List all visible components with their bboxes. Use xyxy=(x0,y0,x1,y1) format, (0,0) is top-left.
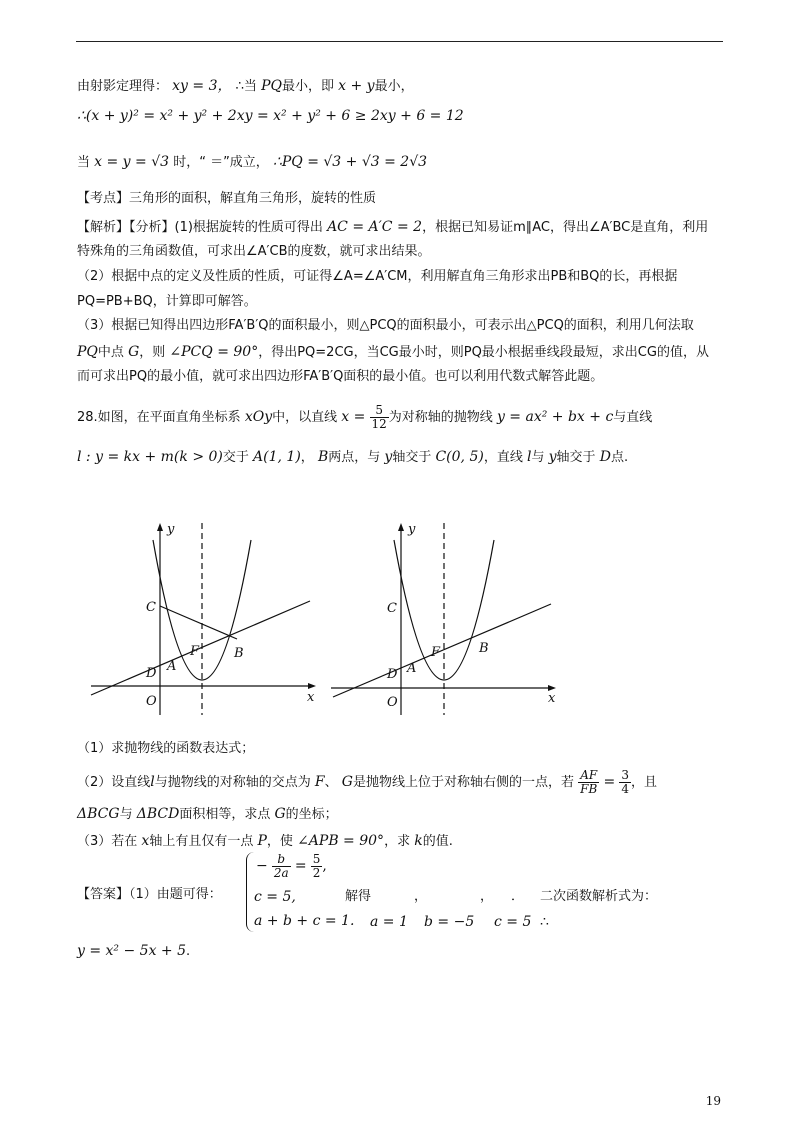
math-x-plus-y: x + y xyxy=(338,78,375,94)
numerator: b xyxy=(272,853,291,867)
proof-line-1 xyxy=(77,76,414,97)
jiexi-line-3: （2）根据中点的定义及性质的性质，可证得∠A=∠A′CM，利用解直角三角形求出PB和BQ的长，再根据 xyxy=(77,269,678,284)
text: ，求 xyxy=(384,834,411,849)
therefore-sign: ∴ xyxy=(540,914,549,930)
math-a-value: a = 1 xyxy=(370,914,408,930)
text-comma: ， xyxy=(414,889,428,904)
numerator: 5 xyxy=(312,852,321,866)
label-f: F xyxy=(431,645,441,660)
text: 点. xyxy=(610,450,629,465)
label-o: O xyxy=(146,694,157,709)
math-point-a: A(1, 1) xyxy=(253,449,301,465)
label-o: O xyxy=(387,695,398,710)
text: 面积相等，求点 xyxy=(179,807,271,822)
text-dot: ． xyxy=(511,889,525,904)
math-condition: x = y = √3 xyxy=(94,154,170,170)
math-result: ∴PQ = √3 + √3 = 2√3 xyxy=(272,154,428,170)
system-eq-3: a + b + c = 1. xyxy=(254,913,355,929)
text: ， xyxy=(300,450,314,465)
left-y-arrow xyxy=(157,523,163,531)
math-g: G xyxy=(128,344,140,360)
denominator: 2a xyxy=(273,866,289,880)
text: （3）若在 xyxy=(77,834,138,849)
question-1: （1）求抛物线的函数表达式； xyxy=(77,741,255,756)
numerator: 5 xyxy=(370,404,389,418)
math-line-l: l : y = kx + m(k > 0) xyxy=(77,449,223,465)
jiexi-line-5: （3）根据已知得出四边形FA′B′Q的面积最小，则△PCQ的面积最小，可表示出△PCQ的面积，利用几何法取 xyxy=(77,318,694,333)
left-segment-cb xyxy=(160,606,237,639)
math-y: y xyxy=(548,449,557,465)
math-bcg: ΔBCG xyxy=(77,806,120,822)
kaodian-line: 【考点】三角形的面积，解直角三角形，旋转的性质 xyxy=(77,191,377,206)
text-dot: . xyxy=(186,944,191,959)
text: 当 xyxy=(77,155,91,170)
math-angle: ∠PCQ = 90° xyxy=(169,344,259,360)
math-b-value: b = −5 xyxy=(424,914,475,930)
text: 中，以直线 xyxy=(272,410,338,425)
text: 与抛物线的对称轴的交点为 xyxy=(154,775,311,790)
math-g: G xyxy=(274,806,286,822)
fraction-af-fb xyxy=(578,769,599,796)
label-f: F xyxy=(190,644,200,659)
equals-sign: = xyxy=(294,858,307,874)
label-d: D xyxy=(146,666,157,681)
fraction-b-2a xyxy=(272,853,291,880)
minus-sign: − xyxy=(256,858,268,874)
proof-line-3 xyxy=(77,152,427,173)
math-k: k xyxy=(414,833,423,849)
text: 由射影定理得： xyxy=(77,79,169,94)
math-parabola: y = ax² + bx + c xyxy=(496,409,614,425)
jiexi-line-2: 特殊角的三角函数值，可求出∠A′CB的度数，就可求出结果。 xyxy=(77,244,431,259)
label-a: A xyxy=(167,659,177,674)
q28-figures xyxy=(85,515,565,720)
label-a: A xyxy=(407,661,417,676)
label-y: y xyxy=(167,522,175,537)
numerator: 3 xyxy=(621,768,629,782)
math-l: l xyxy=(526,449,532,465)
text: 的值. xyxy=(422,834,453,849)
label-x: x xyxy=(307,690,315,705)
q28-line-1 xyxy=(77,404,652,431)
denominator: FB xyxy=(580,782,598,796)
math-bcd: ΔBCD xyxy=(136,806,180,822)
math-point-c: C(0, 5) xyxy=(435,449,484,465)
text-comma: ， xyxy=(480,889,494,904)
text: 与直线 xyxy=(613,410,653,425)
page-number: 19 xyxy=(705,1094,721,1108)
fraction-5-12 xyxy=(370,404,389,431)
text: 轴交于 xyxy=(392,450,432,465)
text: ，得出PQ=2CG，当CG最小时，则PQ最小根据垂线段最短，求出CG的值，从 xyxy=(258,345,709,360)
left-x-arrow xyxy=(308,683,316,689)
math-pq: PQ xyxy=(261,78,282,94)
jiexi-line-7: 而可求出PQ的最小值，就可求出四边形FA′B′Q面积的最小值。也可以利用代数式解答此题。 xyxy=(77,369,604,384)
denominator: 4 xyxy=(621,782,629,796)
text: 28.如图，在平面直角坐标系 xyxy=(77,410,241,425)
denominator: 12 xyxy=(371,417,387,431)
math-ac: AC = A′C = 2 xyxy=(327,219,423,235)
math-f: F xyxy=(314,774,325,790)
q28-line-2 xyxy=(77,447,628,468)
text: 两点，与 xyxy=(328,450,381,465)
question-2-line-1 xyxy=(77,769,657,796)
math-point-d: D xyxy=(599,449,611,465)
math-x: x xyxy=(141,833,150,849)
question-3 xyxy=(77,831,453,852)
label-b: B xyxy=(234,646,244,661)
text: 、 xyxy=(324,775,338,790)
math-p: P xyxy=(257,833,267,849)
jiexi-line-1 xyxy=(77,217,708,238)
text: 是抛物线上位于对称轴右侧的一点，若 xyxy=(352,775,574,790)
math-xy: xy = 3， xyxy=(172,78,232,94)
math-l: l xyxy=(150,774,155,790)
label-b: B xyxy=(479,641,489,656)
right-line-l xyxy=(333,604,551,697)
denominator: 2 xyxy=(312,866,321,880)
numerator: AF xyxy=(578,769,599,783)
math-point-b: B xyxy=(317,449,329,465)
text: 时，“ ＝”成立， xyxy=(173,155,269,170)
text-tail: 二次函数解析式为： xyxy=(540,889,658,904)
math-c-value: c = 5 xyxy=(494,914,532,930)
answer-final xyxy=(77,941,190,962)
system-eq-1 xyxy=(256,852,327,881)
text: ，且 xyxy=(630,775,657,790)
answer-label: 【答案】（1）由题可得： xyxy=(77,887,222,902)
label-c: C xyxy=(387,601,397,616)
system-eq-2: c = 5, xyxy=(254,889,296,905)
text: 与 xyxy=(119,807,133,822)
math-g: G xyxy=(341,774,353,790)
comma: , xyxy=(322,858,327,874)
label-x: x xyxy=(548,691,556,706)
text: 最小， xyxy=(374,79,414,94)
text: 与 xyxy=(531,450,545,465)
text: ，使 xyxy=(266,834,293,849)
label-c: C xyxy=(146,600,156,615)
text: ，直线 xyxy=(483,450,523,465)
text: 的坐标； xyxy=(285,807,338,822)
text: 轴上有且仅有一点 xyxy=(149,834,254,849)
jiexi-line-4: PQ=PB+BQ，计算即可解答。 xyxy=(77,294,257,309)
math-inequality: ∴(x + y)² = x² + y² + 2xy = x² + y² + 6 ≥ 2xy + 6 = 12 xyxy=(77,108,464,124)
math-final: y = x² − 5x + 5 xyxy=(77,943,187,959)
text: 【解析】【分析】(1)根据旋转的性质可得出 xyxy=(77,220,323,235)
question-2-line-2 xyxy=(77,804,338,825)
text: （2）设直线 xyxy=(77,775,151,790)
text: 为对称轴的抛物线 xyxy=(388,410,493,425)
text: 轴交于 xyxy=(556,450,596,465)
right-y-arrow xyxy=(398,523,404,531)
math-y: y xyxy=(384,449,393,465)
math-angle-apb: ∠APB = 90° xyxy=(297,833,385,849)
left-line-l xyxy=(91,601,310,695)
label-y: y xyxy=(408,522,416,537)
fraction-5-2 xyxy=(311,853,323,880)
text: 中点 xyxy=(97,345,124,360)
math-pq: PQ xyxy=(77,344,98,360)
header-rule xyxy=(76,41,723,42)
label-d: D xyxy=(387,667,398,682)
text-jiede: 解得 xyxy=(345,889,372,904)
equals-sign: = xyxy=(603,774,616,790)
text: 交于 xyxy=(222,450,249,465)
fraction-3-4 xyxy=(619,769,631,796)
text: ，根据已知易证m∥AC，得出∠A′BC是直角，利用 xyxy=(422,220,709,235)
text: 最小，即 xyxy=(281,79,334,94)
math-x-eq: x = xyxy=(341,409,366,425)
proof-line-2 xyxy=(77,106,464,127)
text: ∴当 xyxy=(235,79,257,94)
text: ，则 xyxy=(139,345,166,360)
jiexi-line-6 xyxy=(77,342,709,363)
math-xoy: xOy xyxy=(244,409,273,425)
